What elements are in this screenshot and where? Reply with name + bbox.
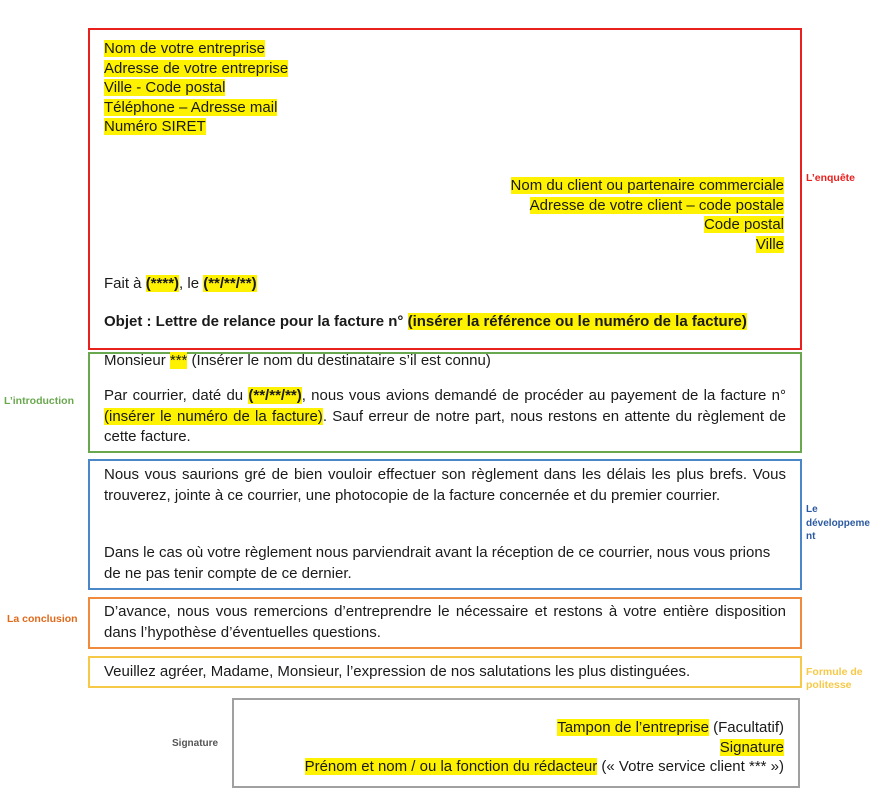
sender-phone-email: Téléphone – Adresse mail bbox=[104, 98, 278, 116]
greeting-name: *** bbox=[169, 352, 188, 369]
development-paragraph-2: Dans le cas où votre règlement nous parviendrait avant la réception de ce courrier, nous vous prions de ne pas tenir compte de ce dernier. bbox=[104, 544, 771, 582]
politeness-section bbox=[88, 656, 802, 688]
greeting-suffix: (Insérer le nom du destinataire s’il est connu) bbox=[187, 352, 491, 369]
label-developpement-1: Le bbox=[806, 504, 818, 515]
development-paragraph-1: Nous vous saurions gré de bien vouloir effectuer son règlement dans les délais les plus brefs. Vous trouverez, jointe à ce courrier, une photocopie de la facture concernée et du premier courrier. bbox=[104, 466, 786, 504]
date-middle: , le bbox=[179, 275, 204, 292]
subject-prefix: Objet : Lettre de relance pour la facture n° bbox=[104, 313, 408, 330]
label-formule bbox=[806, 666, 863, 692]
sender-block bbox=[104, 39, 288, 137]
label-developpement-2: développeme bbox=[806, 517, 870, 529]
label-formule-2: politesse bbox=[806, 679, 852, 691]
sender-company-name: Nom de votre entreprise bbox=[104, 40, 265, 57]
recipient-postal-code: Code postal bbox=[703, 216, 784, 233]
date-prefix: Fait à bbox=[104, 275, 146, 292]
intro-text-middle: , nous vous avions demandé de procéder au payement de la facture n° bbox=[301, 387, 786, 404]
conclusion-section bbox=[88, 597, 802, 649]
service-note: (« Votre service client *** ») bbox=[597, 758, 784, 775]
introduction-section bbox=[88, 352, 802, 453]
label-developpement-3: nt bbox=[806, 531, 816, 542]
label-conclusion: La conclusion bbox=[7, 613, 78, 625]
header-section bbox=[88, 28, 802, 350]
recipient-address: Adresse de votre client – code postale bbox=[529, 196, 784, 214]
subject-line bbox=[104, 312, 747, 332]
intro-text-start: Par courrier, daté du bbox=[104, 387, 249, 404]
intro-date: (**/**/**) bbox=[248, 387, 302, 404]
politeness-text: Veuillez agréer, Madame, Monsieur, l’expression de nos salutations les plus distinguées. bbox=[104, 663, 691, 680]
label-signature: Signature bbox=[172, 738, 219, 749]
sender-city-postal: Ville - Code postal bbox=[104, 79, 226, 96]
date-line bbox=[104, 274, 257, 294]
recipient-block bbox=[511, 176, 784, 254]
stamp-note: (Facultatif) bbox=[708, 719, 784, 736]
introduction-paragraph bbox=[104, 386, 786, 448]
signature-section bbox=[232, 698, 800, 788]
conclusion-paragraph: D’avance, nous vous remercions d’entreprendre le nécessaire et restons à votre entière disposition dans l’hypothèse d’éventuelles questions. bbox=[104, 603, 786, 641]
recipient-name: Nom du client ou partenaire commerciale bbox=[510, 177, 784, 194]
stamp-text: Tampon de l’entreprise bbox=[557, 719, 709, 736]
intro-invoice-number: (insérer le numéro de la facture) bbox=[104, 407, 323, 425]
sender-siret: Numéro SIRET bbox=[104, 118, 206, 135]
greeting-prefix: Monsieur bbox=[104, 352, 170, 369]
label-formule-1: Formule de bbox=[806, 666, 863, 678]
date-place: (****) bbox=[145, 275, 180, 292]
intro-text-end: . Sauf erreur de notre part, nous restons en attente du règlement de cette facture. bbox=[104, 407, 786, 445]
signature-text: Signature bbox=[719, 738, 784, 756]
greeting-line bbox=[104, 351, 491, 371]
subject-reference: (insérer la référence ou le numéro de la facture) bbox=[407, 313, 747, 330]
signature-block bbox=[305, 718, 784, 777]
date-value: (**/**/**) bbox=[203, 275, 257, 292]
recipient-city: Ville bbox=[755, 235, 784, 253]
sender-company-address: Adresse de votre entreprise bbox=[104, 59, 289, 77]
label-introduction: L’introduction bbox=[4, 395, 74, 407]
label-developpement bbox=[806, 503, 870, 544]
label-enquete: L’enquête bbox=[806, 172, 856, 184]
name-function-text: Prénom et nom / ou la fonction du rédacteur bbox=[304, 758, 598, 775]
development-section bbox=[88, 459, 802, 590]
